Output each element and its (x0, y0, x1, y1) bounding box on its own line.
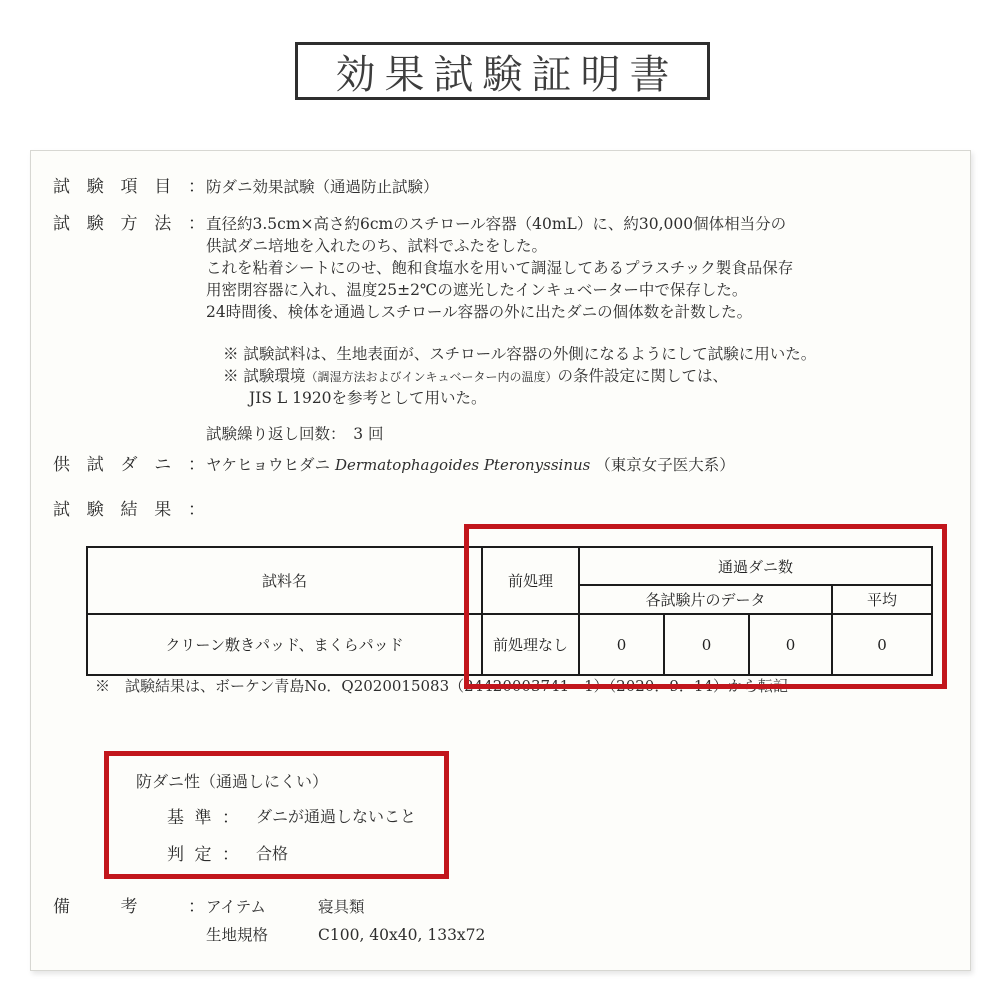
remark-value: C100, 40x40, 133x72 (318, 926, 486, 944)
criteria-line (167, 807, 444, 829)
header-pretreatment: 前処理 (482, 547, 579, 614)
method-line: 用密閉容器に入れ、温度25±2℃の遮光したインキュベーター中で保存した。 (206, 281, 748, 299)
note-environment-suffix: の条件設定に関しては、 (557, 367, 728, 385)
method-line: 24時間後、検体を通過しスチロール容器の外に出たダニの個体数を計数した。 (206, 303, 753, 321)
cell-sample-name: クリーン敷きパッド、まくらパッド (87, 614, 482, 675)
note-sample-orientation: ※ 試験試料は、生地表面が、スチロール容器の外側になるようにして試験に用いた。 (223, 345, 817, 363)
anti-mite-property-title: 防ダニ性（通過しにくい） (136, 772, 329, 791)
cell-value-3: 0 (749, 614, 832, 675)
cell-pretreatment: 前処理なし (482, 614, 579, 675)
method-line: これを粘着シートにのせ、飽和食塩水を用いて調湿してあるプラスチック製食品保存 (206, 259, 794, 277)
cell-value-1: 0 (579, 614, 664, 675)
header-sample-name: 試料名 (87, 547, 482, 614)
remark-value: 寝具類 (318, 898, 365, 916)
certificate-title-box (295, 42, 710, 100)
test-method-text (206, 213, 793, 323)
cell-value-2: 0 (664, 614, 749, 675)
remarks-label: 備 考 ： (53, 897, 205, 917)
test-method-row (53, 213, 793, 323)
page-title: 効果試験証明書 (335, 51, 679, 98)
note-environment-prefix: ※ 試験環境 (223, 367, 306, 385)
note-environment-detail: （調湿方法およびインキュベーター内の温度） (305, 370, 558, 384)
mite-name-jp: ヤケヒョウヒダニ (206, 456, 335, 474)
cell-average: 0 (832, 614, 932, 675)
highlight-box-judgement (104, 751, 449, 879)
test-item-row (53, 176, 439, 198)
source-footnote: ※ 試験結果は、ボーケン青島No．Q2020015083（24420003741－1）（2020．9．14）から転記 (95, 677, 788, 695)
method-line: 直径約3.5cm×高さ約6cmのスチロール容器（40mL）に、約30,000個体相当分の (206, 215, 787, 233)
repeat-count: 試験繰り返し回数： 3 回 (206, 425, 384, 443)
header-pass-count: 通過ダニ数 (579, 547, 932, 585)
remarks-row (53, 896, 485, 952)
remark-fabric-spec (206, 924, 485, 946)
note-jis-reference: JIS L 1920を参考として用いた。 (249, 389, 487, 407)
note-environment (223, 365, 728, 388)
criteria-value: ダニが通過しないこと (256, 807, 417, 826)
criteria-label: 基 準 ： (167, 808, 239, 828)
verdict-line (167, 844, 444, 866)
header-average: 平均 (832, 585, 932, 614)
mite-name-origin: （東京女子医大系） (590, 456, 735, 474)
test-mite-value (206, 454, 735, 476)
test-mite-label: 供 試 ダ ニ ： (53, 455, 205, 475)
test-result-label: 試 験 結 果 ： (53, 500, 205, 520)
result-table (86, 546, 933, 676)
table-row (87, 614, 932, 675)
verdict-value: 合格 (256, 844, 289, 863)
verdict-label: 判 定 ： (167, 845, 239, 865)
test-item-label: 試 験 項 目 ： (53, 177, 205, 197)
certificate-paper (30, 150, 971, 971)
remarks-content (206, 896, 485, 952)
test-item-value: 防ダニ効果試験（通過防止試験） (206, 178, 439, 196)
remark-name: アイテム (206, 898, 266, 916)
test-mite-row (53, 454, 735, 476)
remark-name: 生地規格 (206, 926, 269, 944)
remark-item (206, 896, 485, 918)
test-result-row (53, 499, 205, 521)
header-per-piece-data: 各試験片のデータ (579, 585, 832, 614)
mite-name-latin: Dermatophagoides Pteronyssinus (334, 456, 591, 474)
method-line: 供試ダニ培地を入れたのち、試料でふたをした。 (206, 237, 548, 255)
test-method-label: 試 験 方 法 ： (53, 214, 205, 234)
